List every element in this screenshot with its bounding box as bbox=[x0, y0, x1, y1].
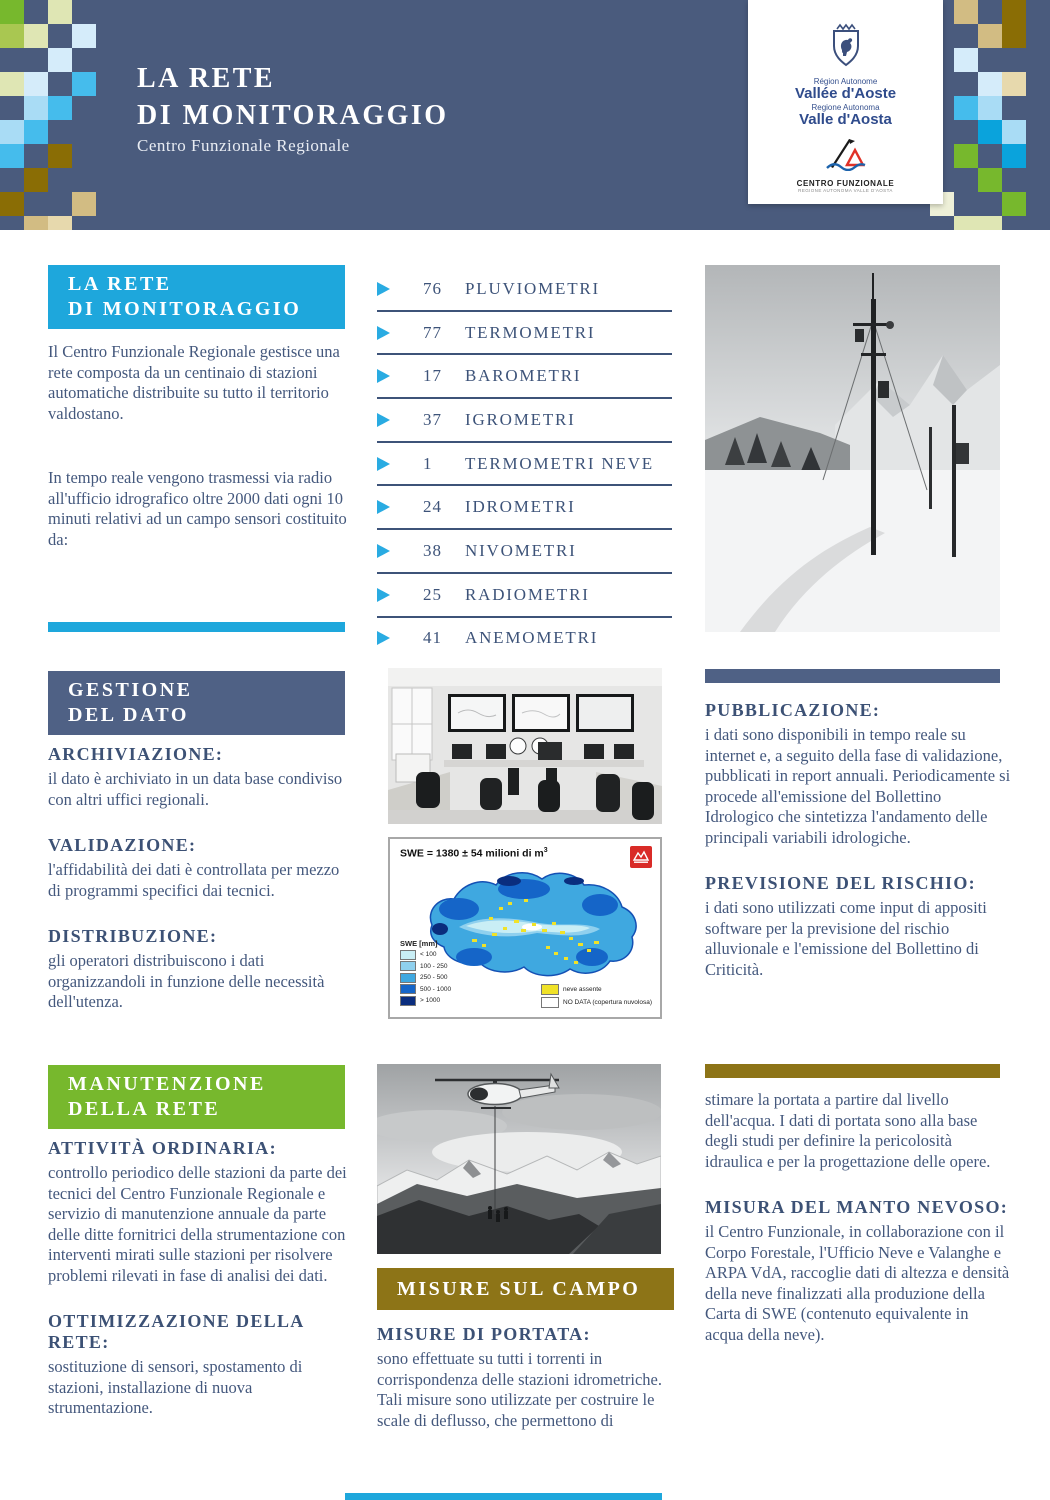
sensor-label: BAROMETRI bbox=[465, 366, 582, 386]
block-body: il Centro Funzionale, in collaborazione con il Corpo Forestale, l'Ufficio Neve e Valanghe e ARPA VdA, raccoglie dati di altezza e densità della neve finalizzati alla produzione della Carta di SWE (contenuto equivalente in acqua della neve). bbox=[705, 1222, 1010, 1344]
sensor-label: NIVOMETRI bbox=[465, 540, 577, 560]
mosaic-cell bbox=[978, 120, 1002, 144]
legend-swatch bbox=[541, 984, 559, 995]
footer-cyan-bar bbox=[345, 1493, 662, 1500]
network-section-title-box bbox=[48, 265, 345, 329]
sensor-row bbox=[377, 399, 672, 443]
block-heading: PUBBLICAZIONE: bbox=[705, 700, 881, 720]
sensor-row bbox=[377, 355, 672, 399]
mosaic-cell bbox=[24, 168, 48, 192]
region-label-fr: Vallée d'Aoste bbox=[794, 85, 897, 102]
sensor-row bbox=[377, 268, 672, 312]
mosaic-cell bbox=[48, 48, 72, 72]
arrow-right-icon bbox=[377, 631, 390, 645]
maintenance-section-title-box bbox=[48, 1065, 345, 1129]
mosaic-cell bbox=[1002, 24, 1026, 48]
text-block bbox=[705, 873, 1011, 980]
data-left-column bbox=[48, 744, 354, 1038]
header-band bbox=[0, 0, 1050, 230]
sensor-count: 38 bbox=[423, 540, 442, 560]
sensor-count: 37 bbox=[423, 409, 442, 429]
swe-legend bbox=[400, 939, 451, 1008]
mosaic-cell bbox=[1002, 192, 1026, 216]
swe-map-figure bbox=[388, 837, 662, 1019]
control-room-photo bbox=[388, 668, 662, 824]
maintenance-left-column bbox=[48, 1138, 358, 1444]
sensor-row bbox=[377, 574, 672, 618]
helicopter-photo bbox=[377, 1064, 661, 1254]
block-heading: MISURE DI PORTATA: bbox=[377, 1324, 591, 1344]
block-heading: OTTIMIZZAZIONE DELLA RETE: bbox=[48, 1311, 304, 1352]
centro-funzionale-label: CENTRO FUNZIONALE bbox=[796, 179, 895, 188]
mosaic-cell bbox=[978, 24, 1002, 48]
block-body: l'affidabilità dei dati è controllata per mezzo di programmi specifici dai tecnici. bbox=[48, 860, 340, 900]
text-block bbox=[48, 744, 354, 810]
sensor-row bbox=[377, 530, 672, 574]
text-block bbox=[705, 700, 1011, 848]
page-title bbox=[137, 60, 449, 134]
mosaic-left-decoration bbox=[0, 0, 120, 230]
legend-item: NO DATA (copertura nuvolosa) bbox=[541, 997, 652, 1008]
mosaic-cell bbox=[1002, 0, 1026, 24]
sensor-count: 1 bbox=[423, 453, 433, 473]
arrow-right-icon bbox=[377, 457, 390, 471]
sensor-row bbox=[377, 312, 672, 356]
mosaic-cell bbox=[954, 216, 978, 230]
mosaic-right-decoration bbox=[930, 0, 1050, 230]
legend-swatch bbox=[400, 950, 416, 960]
sensor-list bbox=[377, 268, 672, 659]
mosaic-cell bbox=[954, 144, 978, 168]
page-title-line1: LA RETE bbox=[137, 63, 276, 94]
legend-item: < 100 bbox=[400, 950, 451, 960]
network-title-line2: DI MONITORAGGIO bbox=[68, 298, 302, 320]
block-heading: ARCHIVIAZIONE: bbox=[48, 744, 224, 764]
block-body: sostituzione di sensori, spostamento di stazioni, installazione di nuova strumentazione. bbox=[48, 1357, 303, 1417]
network-title-line1: LA RETE bbox=[68, 273, 172, 295]
region-label-it: Valle d'Aosta bbox=[799, 111, 892, 128]
arrow-right-icon bbox=[377, 588, 390, 602]
data-right-column bbox=[705, 700, 1011, 1005]
region-crest-icon bbox=[748, 22, 943, 75]
sensor-count: 24 bbox=[423, 497, 442, 517]
text-block bbox=[48, 1311, 358, 1419]
sensor-count: 41 bbox=[423, 628, 442, 648]
mosaic-cell bbox=[48, 144, 72, 168]
block-body: stimare la portata a partire dal livello dell'acqua. I dati di portata sono alla base degli studi per definire la pericolosità idraulica e per la progettazione delle opere. bbox=[705, 1090, 991, 1171]
logo-panel bbox=[748, 0, 943, 204]
text-block bbox=[48, 1138, 358, 1286]
weather-station-photo bbox=[705, 265, 1000, 632]
sensor-label: IDROMETRI bbox=[465, 497, 576, 517]
text-block bbox=[705, 1197, 1011, 1345]
data-title-line1: GESTIONE bbox=[68, 679, 193, 701]
block-heading: MISURA DEL MANTO NEVOSO: bbox=[705, 1197, 1009, 1217]
mosaic-cell bbox=[0, 0, 24, 24]
cyan-divider-bar bbox=[48, 622, 345, 632]
data-section-title-box bbox=[48, 671, 345, 735]
mosaic-cell bbox=[0, 144, 24, 168]
mosaic-cell bbox=[954, 96, 978, 120]
legend-item: neve assente bbox=[541, 984, 652, 995]
legend-swatch bbox=[541, 997, 559, 1008]
text-block bbox=[705, 1090, 1011, 1172]
mosaic-cell bbox=[0, 72, 24, 96]
block-body: gli operatori distribuiscono i dati organizzandoli in funzione delle necessità dell'utenza. bbox=[48, 951, 325, 1011]
mosaic-cell bbox=[24, 72, 48, 96]
mosaic-cell bbox=[978, 72, 1002, 96]
maintenance-title-line2: DELLA RETE bbox=[68, 1098, 221, 1120]
block-heading: DISTRIBUZIONE: bbox=[48, 926, 218, 946]
arrow-right-icon bbox=[377, 413, 390, 427]
arrow-right-icon bbox=[377, 500, 390, 514]
sensor-label: TERMOMETRI NEVE bbox=[465, 453, 654, 473]
mosaic-cell bbox=[24, 120, 48, 144]
sensor-label: ANEMOMETRI bbox=[465, 628, 599, 648]
network-paragraph-1: Il Centro Funzionale Regionale gestisce una rete composta da un centinaio di stazioni automatiche distribuite su tutto il territorio valdostano. bbox=[48, 342, 340, 423]
mosaic-cell bbox=[954, 48, 978, 72]
mosaic-cell bbox=[0, 192, 24, 216]
arrow-right-icon bbox=[377, 282, 390, 296]
block-heading: PREVISIONE DEL RISCHIO: bbox=[705, 873, 976, 893]
text-block bbox=[48, 835, 354, 901]
olive-divider-bar bbox=[705, 1064, 1000, 1078]
sensor-label: PLUVIOMETRI bbox=[465, 278, 601, 298]
mosaic-cell bbox=[1002, 144, 1026, 168]
region-label-fr-small: Région Autonome bbox=[813, 77, 878, 86]
block-heading: VALIDAZIONE: bbox=[48, 835, 197, 855]
mosaic-cell bbox=[24, 24, 48, 48]
mosaic-cell bbox=[954, 0, 978, 24]
legend-swatch bbox=[400, 984, 416, 994]
legend-swatch bbox=[400, 973, 416, 983]
sensor-row bbox=[377, 618, 672, 660]
mosaic-cell bbox=[1002, 120, 1026, 144]
mosaic-cell bbox=[1002, 72, 1026, 96]
centro-funzionale-sublabel: REGIONE AUTONOMA VALLE D'AOSTA bbox=[798, 188, 893, 193]
mosaic-cell bbox=[978, 168, 1002, 192]
legend-swatch bbox=[400, 961, 416, 971]
mosaic-cell bbox=[978, 96, 1002, 120]
mosaic-cell bbox=[72, 72, 96, 96]
mosaic-cell bbox=[978, 216, 1002, 230]
sensor-row bbox=[377, 486, 672, 530]
network-paragraph-2: In tempo reale vengono trasmessi via radio all'ufficio idrografico oltre 2000 dati ogni 10 minuti relativi ad un campo sensori costituito da: bbox=[48, 468, 347, 549]
field-mid-column bbox=[377, 1324, 677, 1456]
sensor-row bbox=[377, 443, 672, 487]
legend-swatch bbox=[400, 996, 416, 1006]
mosaic-cell bbox=[48, 96, 72, 120]
block-body: i dati sono disponibili in tempo reale su internet e, a seguito della fase di validazione, pubblicati in report annuali. Periodicamente si procede all'emissione del Bollettino Idrologico che sintetizza l'andamento delle principali variabili idrologiche. bbox=[705, 725, 1011, 847]
legend-item: 100 - 250 bbox=[400, 961, 451, 971]
block-body: sono effettuate su tutti i torrenti in corrispondenza delle stazioni idrometriche. Tali misure sono utilizzate per costruire le scale di deflusso, che permettono di bbox=[377, 1349, 662, 1430]
text-block bbox=[48, 926, 354, 1013]
block-body: il dato è archiviato in un data base condiviso con altri uffici regionali. bbox=[48, 769, 343, 809]
mosaic-cell bbox=[72, 192, 96, 216]
text-block bbox=[377, 1324, 677, 1431]
maintenance-title-line1: MANUTENZIONE bbox=[68, 1073, 266, 1095]
page-title-line2: DI MONITORAGGIO bbox=[137, 100, 449, 131]
legend-item: > 1000 bbox=[400, 996, 451, 1006]
swe-legend-secondary bbox=[541, 984, 652, 1009]
legend-item: 500 - 1000 bbox=[400, 984, 451, 994]
field-right-column bbox=[705, 1090, 1011, 1370]
region-label-it-small: Regione Autonoma bbox=[811, 103, 880, 112]
arrow-right-icon bbox=[377, 369, 390, 383]
sensor-count: 17 bbox=[423, 366, 442, 386]
swe-map-title: SWE = 1380 ± 54 milioni di $m^3$ bbox=[400, 847, 548, 860]
mosaic-cell bbox=[0, 120, 24, 144]
slate-divider-bar bbox=[705, 669, 1000, 683]
sensor-count: 76 bbox=[423, 278, 442, 298]
sensor-label: TERMOMETRI bbox=[465, 322, 596, 342]
mosaic-cell bbox=[48, 0, 72, 24]
sensor-count: 77 bbox=[423, 322, 442, 342]
mosaic-cell bbox=[24, 96, 48, 120]
mosaic-cell bbox=[72, 24, 96, 48]
page-subtitle: Centro Funzionale Regionale bbox=[137, 136, 350, 155]
block-body: controllo periodico delle stazioni da parte dei tecnici del Centro Funzionale Regionale e servizio di manutenzione annuale da parte delle ditte fornitrici della strumentazione con interventi mirati sulle stazioni per risolvere problemi rilevati in fase di analisi dei dati. bbox=[48, 1163, 347, 1285]
field-section-title-box bbox=[377, 1268, 674, 1310]
sensor-label: IGROMETRI bbox=[465, 409, 576, 429]
centro-funzionale-logo-icon bbox=[748, 135, 943, 176]
block-heading: ATTIVITÀ ORDINARIA: bbox=[48, 1138, 277, 1158]
mosaic-cell bbox=[24, 216, 48, 230]
mosaic-cell bbox=[48, 216, 72, 230]
data-title-line2: DEL DATO bbox=[68, 704, 189, 726]
block-body: i dati sono utilizzati come input di appositi software per la previsione del rischio alluvionale e l'emissione del Bollettino di Criticità. bbox=[705, 898, 987, 979]
sensor-count: 25 bbox=[423, 584, 442, 604]
arrow-right-icon bbox=[377, 544, 390, 558]
sensor-label: RADIOMETRI bbox=[465, 584, 590, 604]
legend-item: 250 - 500 bbox=[400, 973, 451, 983]
swe-legend-title: SWE [mm] bbox=[400, 938, 438, 948]
mosaic-cell bbox=[0, 24, 24, 48]
field-title: MISURE SUL CAMPO bbox=[397, 1277, 641, 1300]
arrow-right-icon bbox=[377, 326, 390, 340]
